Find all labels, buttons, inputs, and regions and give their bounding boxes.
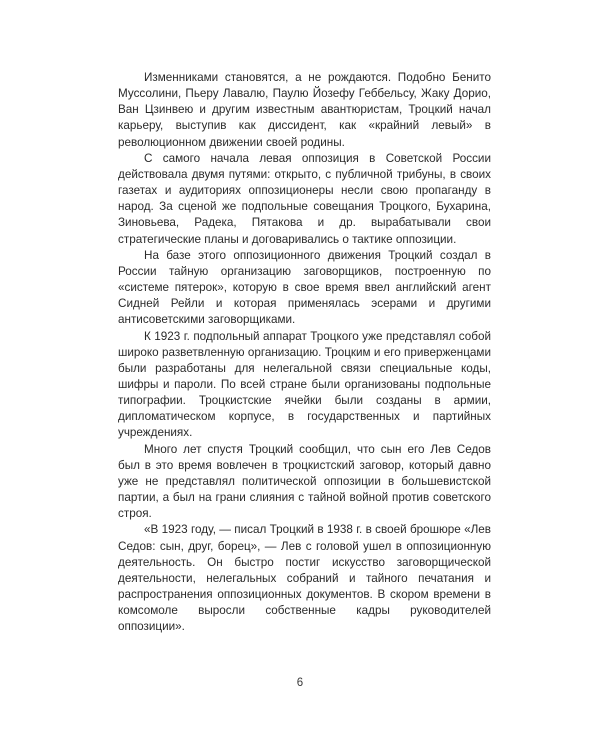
paragraph-4: К 1923 г. подпольный аппарат Троцкого уже представлял собой широко разветвленную организацию. Троцким и его приверженцами были разработаны для нелегальной связи специальные коды, шифры и пароли. По всей стране были организованы подпольные типографии. Троцкистские ячейки были созданы в армии, дипломатическом корпусе, в государственных и партийных учреждениях.: [118, 329, 491, 440]
paragraph-6: «В 1923 году, — писал Троцкий в 1938 г. в своей брошюре «Лев Седов: сын, друг, борец», — Лев с головой ушел в оппозиционную деятельность. Он быстро постиг искусство заговорщической деятельности, нелегальных собраний и тайного печатания и распространения оппозиционных документов. В скором времени в комсомоле выросли собственные кадры руководителей оппозиции».: [118, 523, 491, 634]
paragraph-1: Изменниками становятся, а не рождаются. Подобно Бенито Муссолини, Пьеру Лавалю, Паулю Йозефу Геббельсу, Жаку Дорио, Ван Цзинвею и другим известным авантюристам, Троцкий начал карьеру, выступив как диссидент, как «крайний левый» в революционном движении своей родины.: [118, 71, 491, 149]
page-body: [118, 70, 491, 635]
paragraph-5: Много лет спустя Троцкий сообщил, что сын его Лев Седов был в это время вовлечен в троцкистский заговор, который давно уже не представлял политической оппозиции в большевистской партии, а был на грани слияния с тайной войной против советского строя.: [118, 442, 491, 521]
paragraph-2: С самого начала левая оппозиция в Советской России действовала двумя путями: открыто, с публичной трибуны, в своих газетах и аудиториях оппозиционеры несли свою пропаганду в народ. За сценой же подпольные совещания Троцкого, Бухарина, Зиновьева, Радека, Пятакова и др. вырабатывали свои стратегические планы и договаривались о тактике оппозиции.: [118, 151, 491, 246]
paragraph-3: На базе этого оппозиционного движения Троцкий создал в России тайную организацию заговорщиков, построенную по «системе пятерок», которую в свое время ввел английский агент Сидней Рейли и которая применялась эсерами и другими антисоветскими заговорщиками.: [118, 248, 491, 327]
page-number: 6: [296, 677, 304, 689]
